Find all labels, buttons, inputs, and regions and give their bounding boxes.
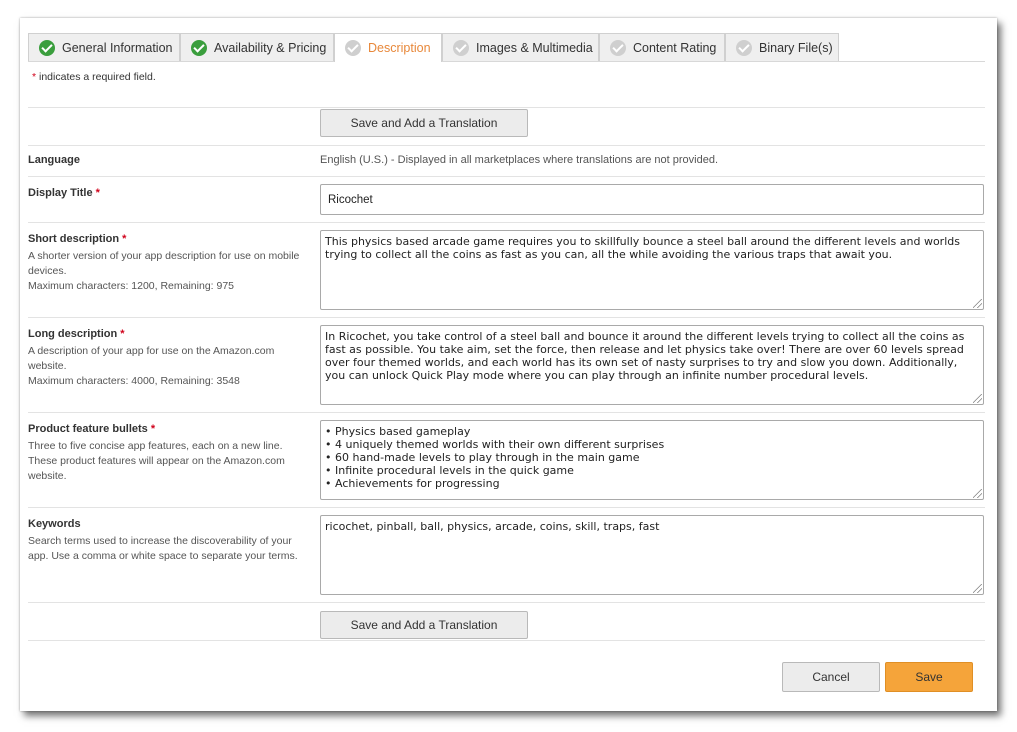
resize-handle-icon[interactable] — [973, 489, 982, 498]
divider — [28, 145, 985, 146]
long-description-label — [28, 328, 308, 340]
check-circle-icon — [610, 40, 626, 56]
tab-content-rating[interactable] — [599, 33, 725, 61]
tab-label: Description — [368, 41, 431, 55]
divider — [28, 412, 985, 413]
display-title-input[interactable] — [320, 184, 984, 215]
resize-handle-icon[interactable] — [973, 394, 982, 403]
divider — [28, 507, 985, 508]
textarea-value: • Physics based gameplay • 4 uniquely themed worlds with their own different surprises • 60 hand-made levels to play through in the main game • Infinite procedural levels in the quick game • Achievements for progressing — [325, 425, 665, 490]
label-text: Short description — [28, 233, 120, 245]
keywords-help: Search terms used to increase the discoverability of your app. Use a comma or white space to separate your terms. — [28, 535, 298, 562]
tab-label: Content Rating — [633, 40, 717, 55]
required-star: * — [95, 187, 100, 199]
check-circle-icon — [191, 40, 207, 56]
divider — [28, 176, 985, 177]
required-star: * — [122, 233, 127, 245]
label-text: Display Title — [28, 187, 93, 199]
short-description-label — [28, 233, 308, 245]
save-add-translation-button-top[interactable]: Save and Add a Translation — [320, 109, 528, 137]
divider — [28, 602, 985, 603]
save-button[interactable]: Save — [885, 662, 973, 692]
long-description-help — [28, 344, 310, 389]
check-circle-icon — [736, 40, 752, 56]
divider — [28, 222, 985, 223]
required-note-text: indicates a required field. — [36, 71, 156, 83]
textarea-value: ricochet, pinball, ball, physics, arcade, coins, skill, traps, fast — [325, 520, 660, 533]
character-limit: Maximum characters: 1200, Remaining: 975 — [28, 280, 235, 292]
feature-bullets-label — [28, 423, 308, 435]
keywords-label: Keywords — [28, 518, 81, 530]
required-star: * — [32, 71, 37, 83]
tab-bar — [28, 33, 985, 62]
language-value: English (U.S.) - Displayed in all marketplaces where translations are not provided. — [320, 154, 719, 166]
character-limit: Maximum characters: 4000, Remaining: 3548 — [28, 375, 240, 387]
short-description-textarea[interactable] — [320, 230, 984, 310]
cancel-button[interactable]: Cancel — [782, 662, 880, 692]
divider — [28, 640, 985, 641]
divider — [28, 107, 985, 108]
app-details-panel — [20, 18, 997, 711]
tab-label: Binary File(s) — [759, 40, 833, 55]
tab-label: Images & Multimedia — [476, 40, 593, 55]
tab-general-information[interactable] — [28, 33, 180, 61]
required-star: * — [150, 423, 156, 435]
keywords-textarea[interactable] — [320, 515, 984, 595]
textarea-value: In Ricochet, you take control of a steel ball and bounce it around the different levels trying to collect all the coins as fast as possible. You take aim, set the force, then release and let physics take over! There are over 60 levels spread over four themed worlds, and each world has its own set of nasty surprises to try and slow you down. Additionally, you can unlock Quick Play mode where you can play through an infinite number procedural levels. — [325, 330, 968, 382]
required-star: * — [120, 328, 125, 340]
display-title-label — [28, 187, 308, 199]
tab-binary-files[interactable] — [725, 33, 839, 61]
required-field-note — [32, 71, 156, 83]
feature-bullets-textarea[interactable] — [320, 420, 984, 500]
resize-handle-icon[interactable] — [973, 299, 982, 308]
check-circle-icon — [39, 40, 55, 56]
tab-label: Availability & Pricing — [214, 40, 327, 55]
divider — [28, 317, 985, 318]
resize-handle-icon[interactable] — [973, 584, 982, 593]
tab-description[interactable] — [334, 33, 442, 62]
label-text: Product feature bullets — [28, 423, 148, 435]
long-description-textarea[interactable] — [320, 325, 984, 405]
help-text: A description of your app for use on the Amazon.com website. — [28, 345, 275, 372]
label-text: Long description — [28, 328, 118, 340]
check-circle-icon — [453, 40, 469, 56]
textarea-value: This physics based arcade game requires you to skillfully bounce a steel ball around the different levels and worlds trying to collect all the coins as fast as you can, all the while avoiding the various traps that await you. — [325, 235, 964, 261]
short-description-help — [28, 249, 310, 294]
help-text: A shorter version of your app description for use on mobile devices. — [28, 250, 300, 277]
save-add-translation-button-bottom[interactable]: Save and Add a Translation — [320, 611, 528, 639]
check-circle-icon — [345, 40, 361, 56]
feature-bullets-help: Three to five concise app features, each on a new line. These product features will appear on the Amazon.com website. — [28, 440, 285, 482]
tab-label: General Information — [62, 40, 173, 55]
tab-images-multimedia[interactable] — [442, 33, 599, 61]
tab-availability-pricing[interactable] — [180, 33, 334, 61]
language-label: Language — [28, 154, 80, 166]
